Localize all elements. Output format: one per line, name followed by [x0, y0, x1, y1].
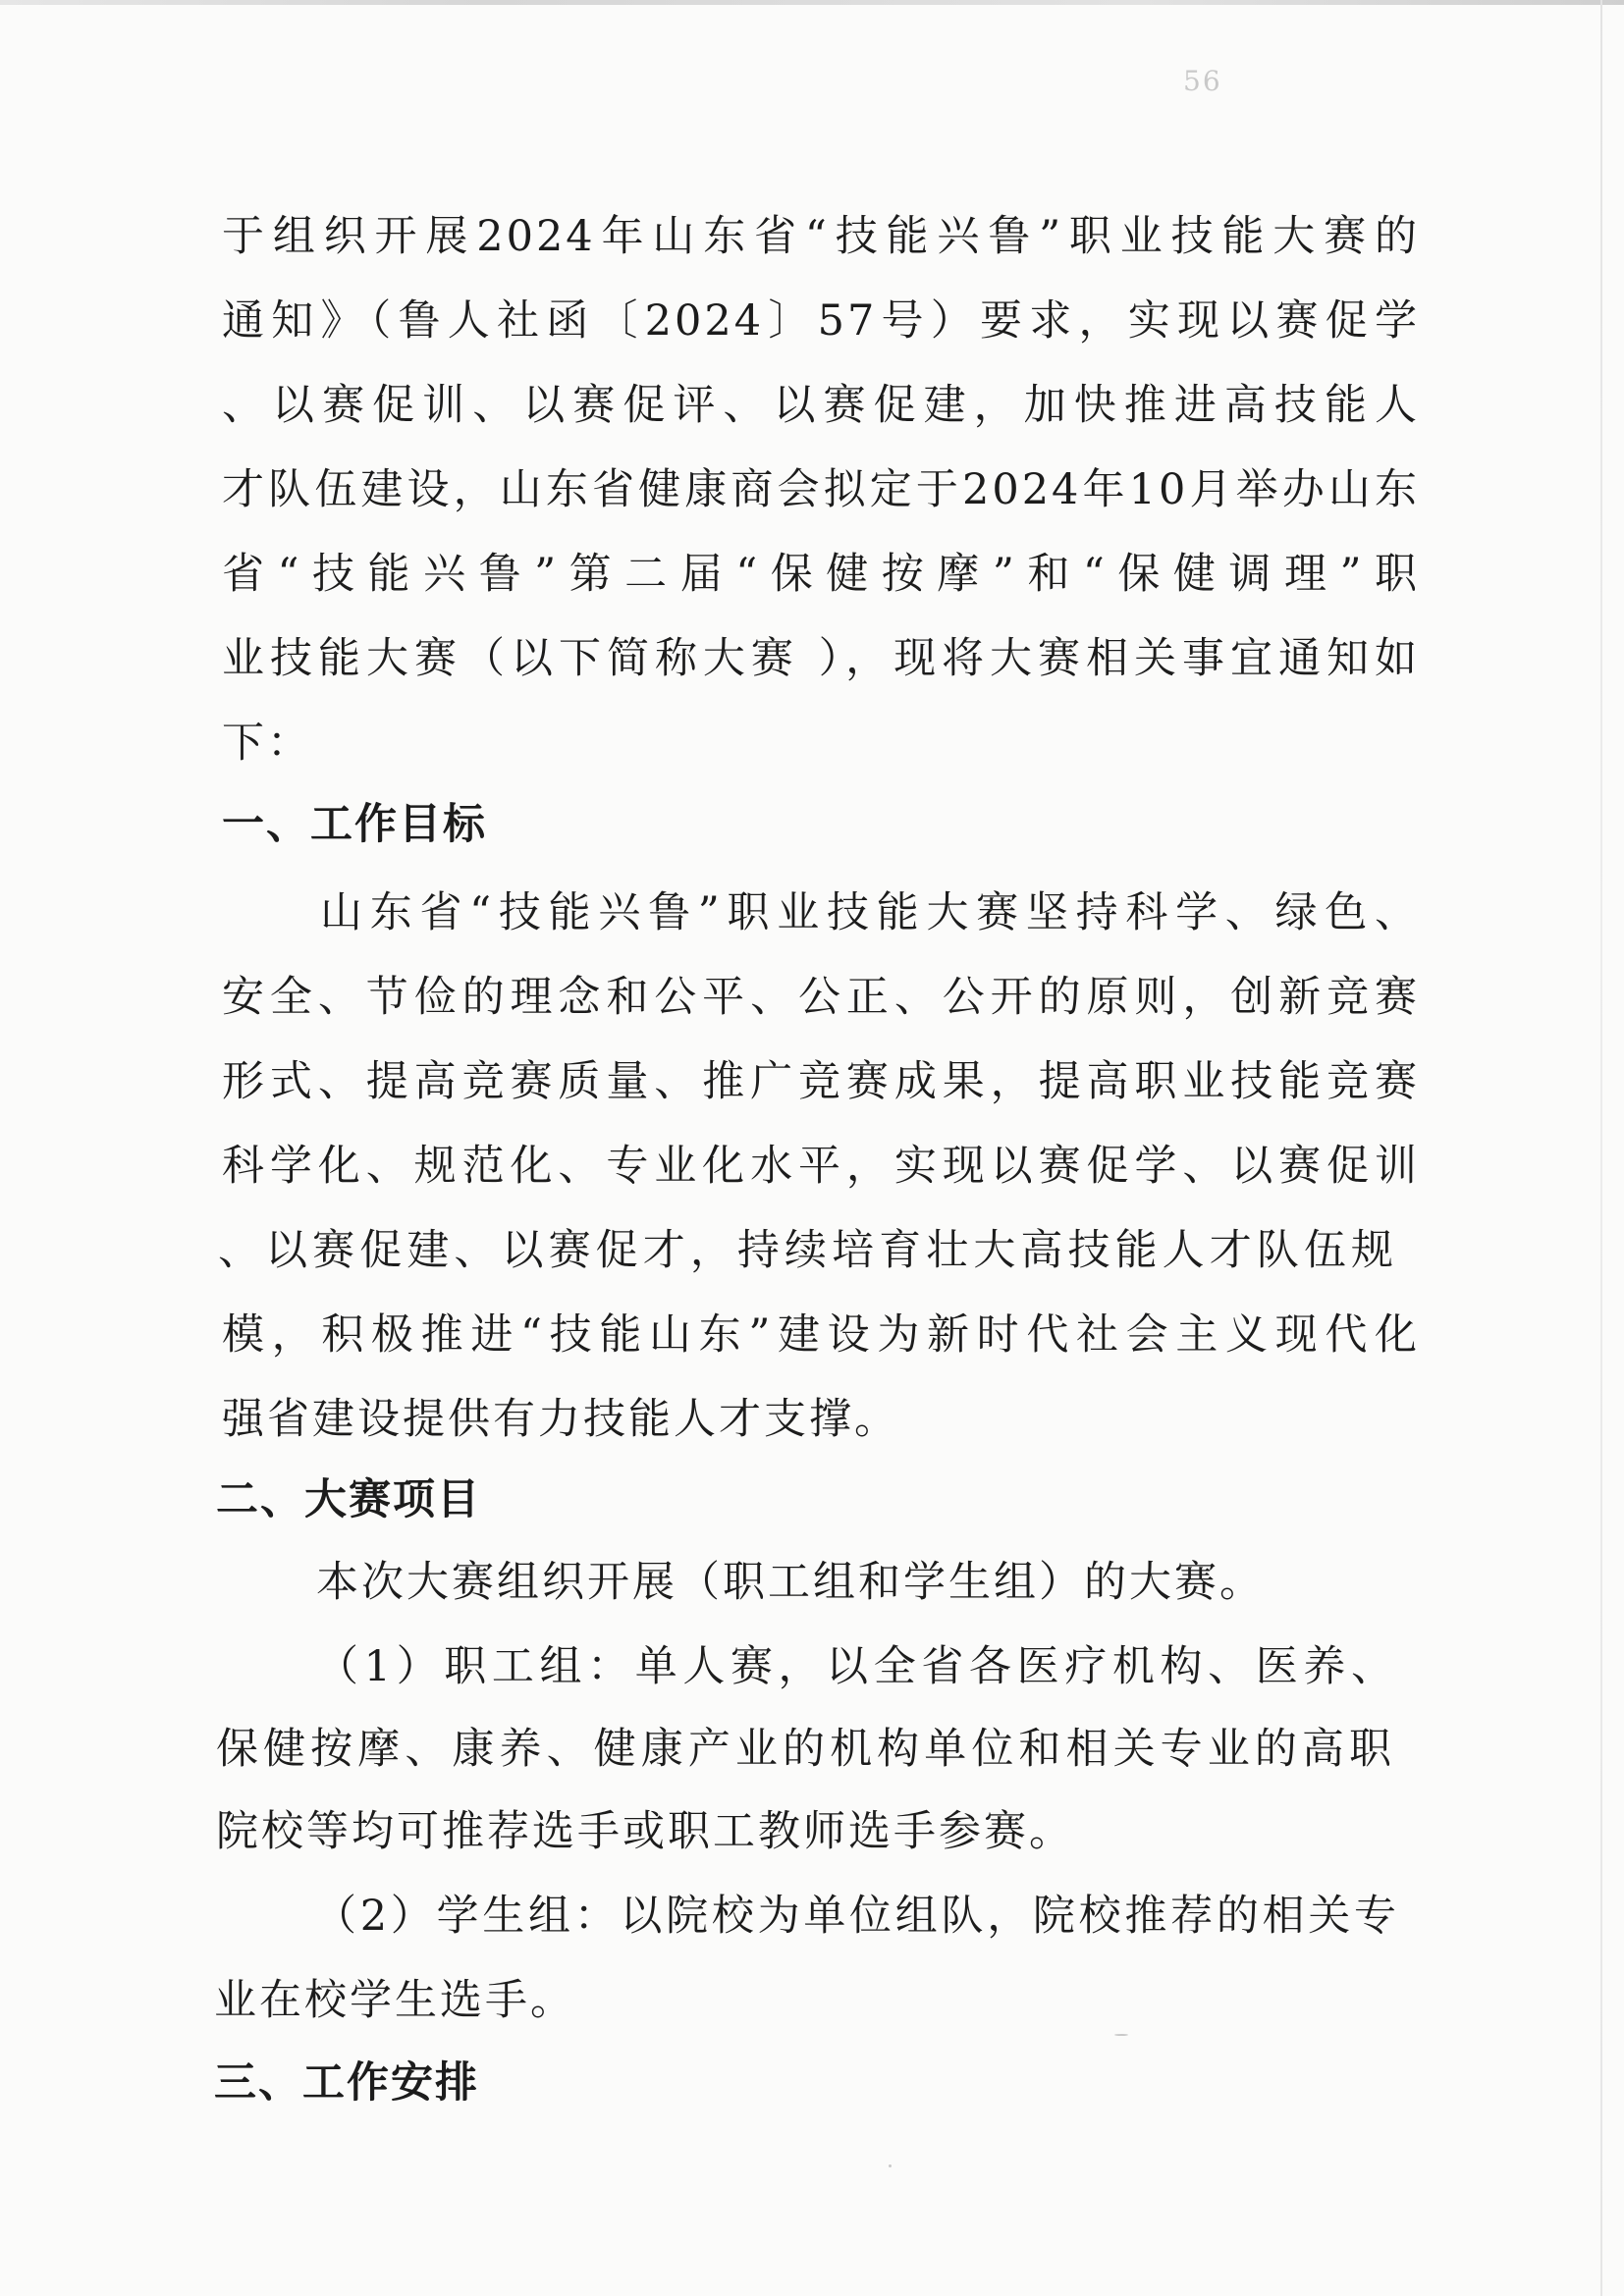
section-1-line-1: 山东省“技能兴鲁”职业技能大赛坚持科学、绿色、 [320, 888, 1420, 937]
section-1-line-5: 、以赛促建、以赛促才，持续培育壮大高技能人才队伍规 [218, 1226, 1396, 1275]
section-2-item-1-line-3: 院校等均可推荐选手或职工教师选手参赛。 [216, 1807, 1074, 1856]
paragraph-1-line-1: 于组织开展2024年山东省“技能兴鲁”职业技能大赛的 [222, 212, 1420, 261]
scan-right-edge [1600, 0, 1602, 2296]
section-2-item-1-line-1: （1）职工组：单人赛，以全省各医疗机构、医养、 [316, 1642, 1396, 1691]
scan-speck [889, 2164, 892, 2167]
section-3-heading: 三、工作安排 [214, 2058, 479, 2108]
section-2-item-2-line-2: 业在校学生选手。 [214, 1976, 575, 2025]
section-1-line-6: 模，积极推进“技能山东”建设为新时代社会主义现代化 [222, 1310, 1420, 1360]
section-2-item-1-line-2: 保健按摩、康养、健康产业的机构单位和相关专业的高职 [216, 1725, 1394, 1774]
section-1-line-4: 科学化、规范化、专业化水平，实现以赛促学、以赛促训 [222, 1142, 1420, 1191]
section-2-intro: 本次大赛组织开展（职工组和学生组）的大赛。 [316, 1558, 1265, 1607]
paragraph-1-line-6: 业技能大赛（以下简称大赛 ），现将大赛相关事宜通知如 [222, 634, 1420, 683]
section-2-item-2-line-1: （2）学生组：以院校为单位组队，院校推荐的相关专 [314, 1892, 1399, 1941]
section-2-heading: 二、大赛项目 [216, 1475, 481, 1524]
paragraph-1-line-2: 通知》（鲁人社函〔2024〕57号）要求，实现以赛促学 [222, 296, 1420, 346]
paragraph-1-line-7: 下： [222, 719, 312, 768]
page-number-mark: 56 [1183, 65, 1222, 97]
scan-top-edge [0, 0, 1624, 5]
section-1-line-2: 安全、节俭的理念和公平、公正、公开的原则，创新竞赛 [222, 973, 1420, 1022]
section-1-heading: 一、工作目标 [222, 800, 487, 849]
scan-speck [1114, 2034, 1128, 2036]
section-1-line-7: 强省建设提供有力技能人才支撑。 [222, 1395, 899, 1444]
section-1-line-3: 形式、提高竞赛质量、推广竞赛成果，提高职业技能竞赛 [222, 1057, 1420, 1106]
paragraph-1-line-3: 、以赛促训、以赛促评、以赛促建，加快推进高技能人 [222, 381, 1420, 430]
paragraph-1-line-4: 才队伍建设，山东省健康商会拟定于2024年10月举办山东 [222, 465, 1420, 514]
paragraph-1-line-5: 省“技能兴鲁”第二届“保健按摩”和“保健调理”职 [222, 550, 1420, 599]
